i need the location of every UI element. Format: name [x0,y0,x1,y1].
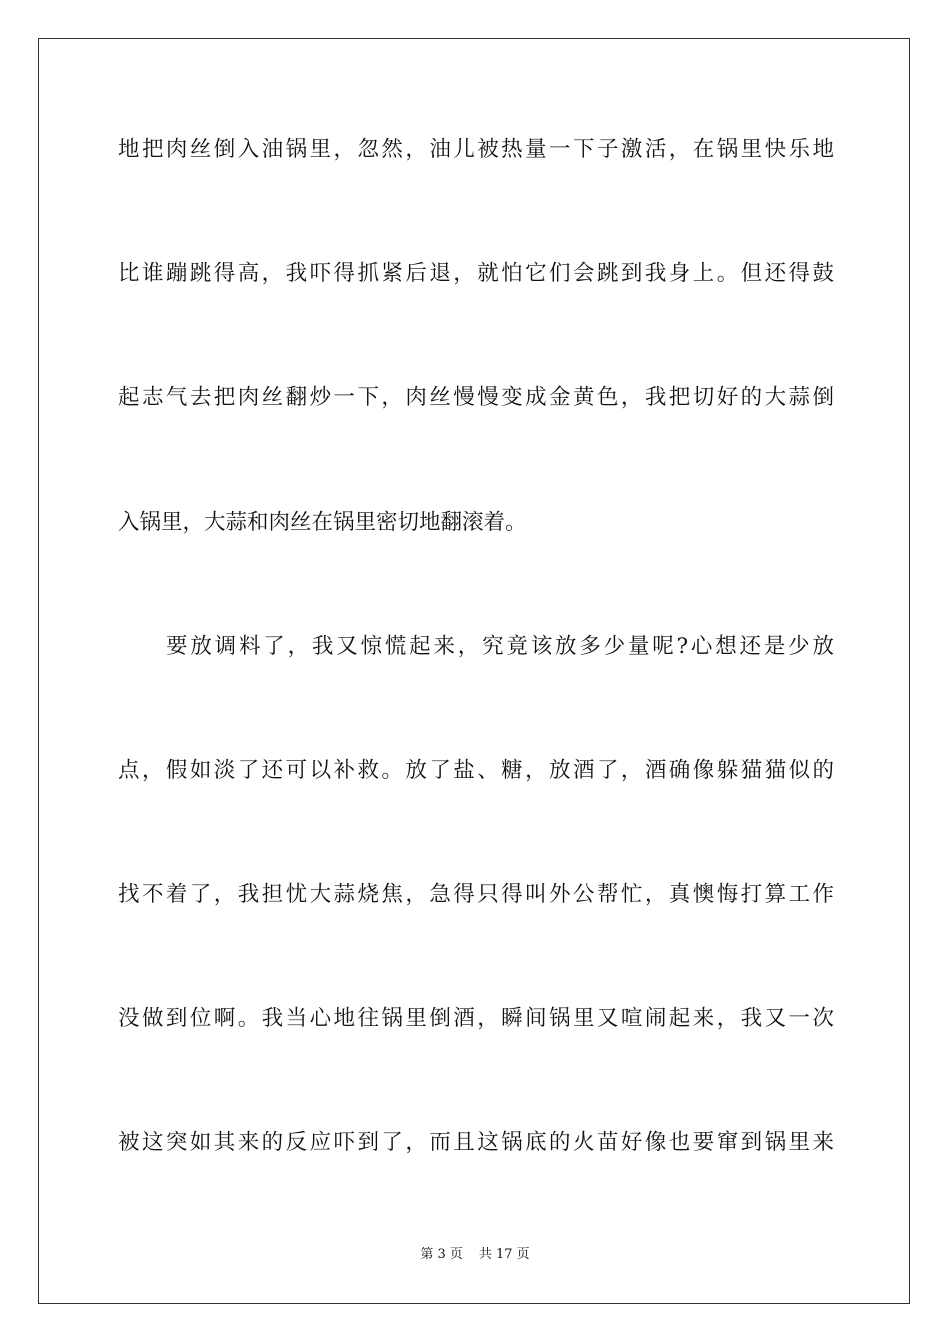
page-footer [0,1246,950,1264]
text-line: 没做到位啊。我当心地往锅里倒酒，瞬间锅里又喧闹起来，我又一次 [118,1006,834,1031]
text-line: 起志气去把肉丝翻炒一下，肉丝慢慢变成金黄色，我把切好的大蒜倒 [118,385,834,410]
text-line: 点，假如淡了还可以补救。放了盐、糖，放酒了，酒确像躲猫猫似的 [118,758,834,783]
text-line: 找不着了，我担忧大蒜烧焦，急得只得叫外公帮忙，真懊悔打算工作 [118,882,834,907]
page-number: 第 3 页 [420,1247,463,1262]
page-border [38,38,910,1304]
text-line: 地把肉丝倒入油锅里，忽然，油儿被热量一下子激活，在锅里快乐地 [118,137,834,162]
paragraph-first-line: 要放调料了，我又惊慌起来，究竟该放多少量呢?心想还是少放 [166,634,834,659]
text-line: 比谁蹦跳得高，我吓得抓紧后退，就怕它们会跳到我身上。但还得鼓 [118,261,834,286]
text-line: 入锅里，大蒜和肉丝在锅里密切地翻滚着。 [118,510,527,535]
text-line: 被这突如其来的反应吓到了，而且这锅底的火苗好像也要窜到锅里来 [118,1130,834,1155]
page-total: 共 17 页 [478,1247,530,1262]
